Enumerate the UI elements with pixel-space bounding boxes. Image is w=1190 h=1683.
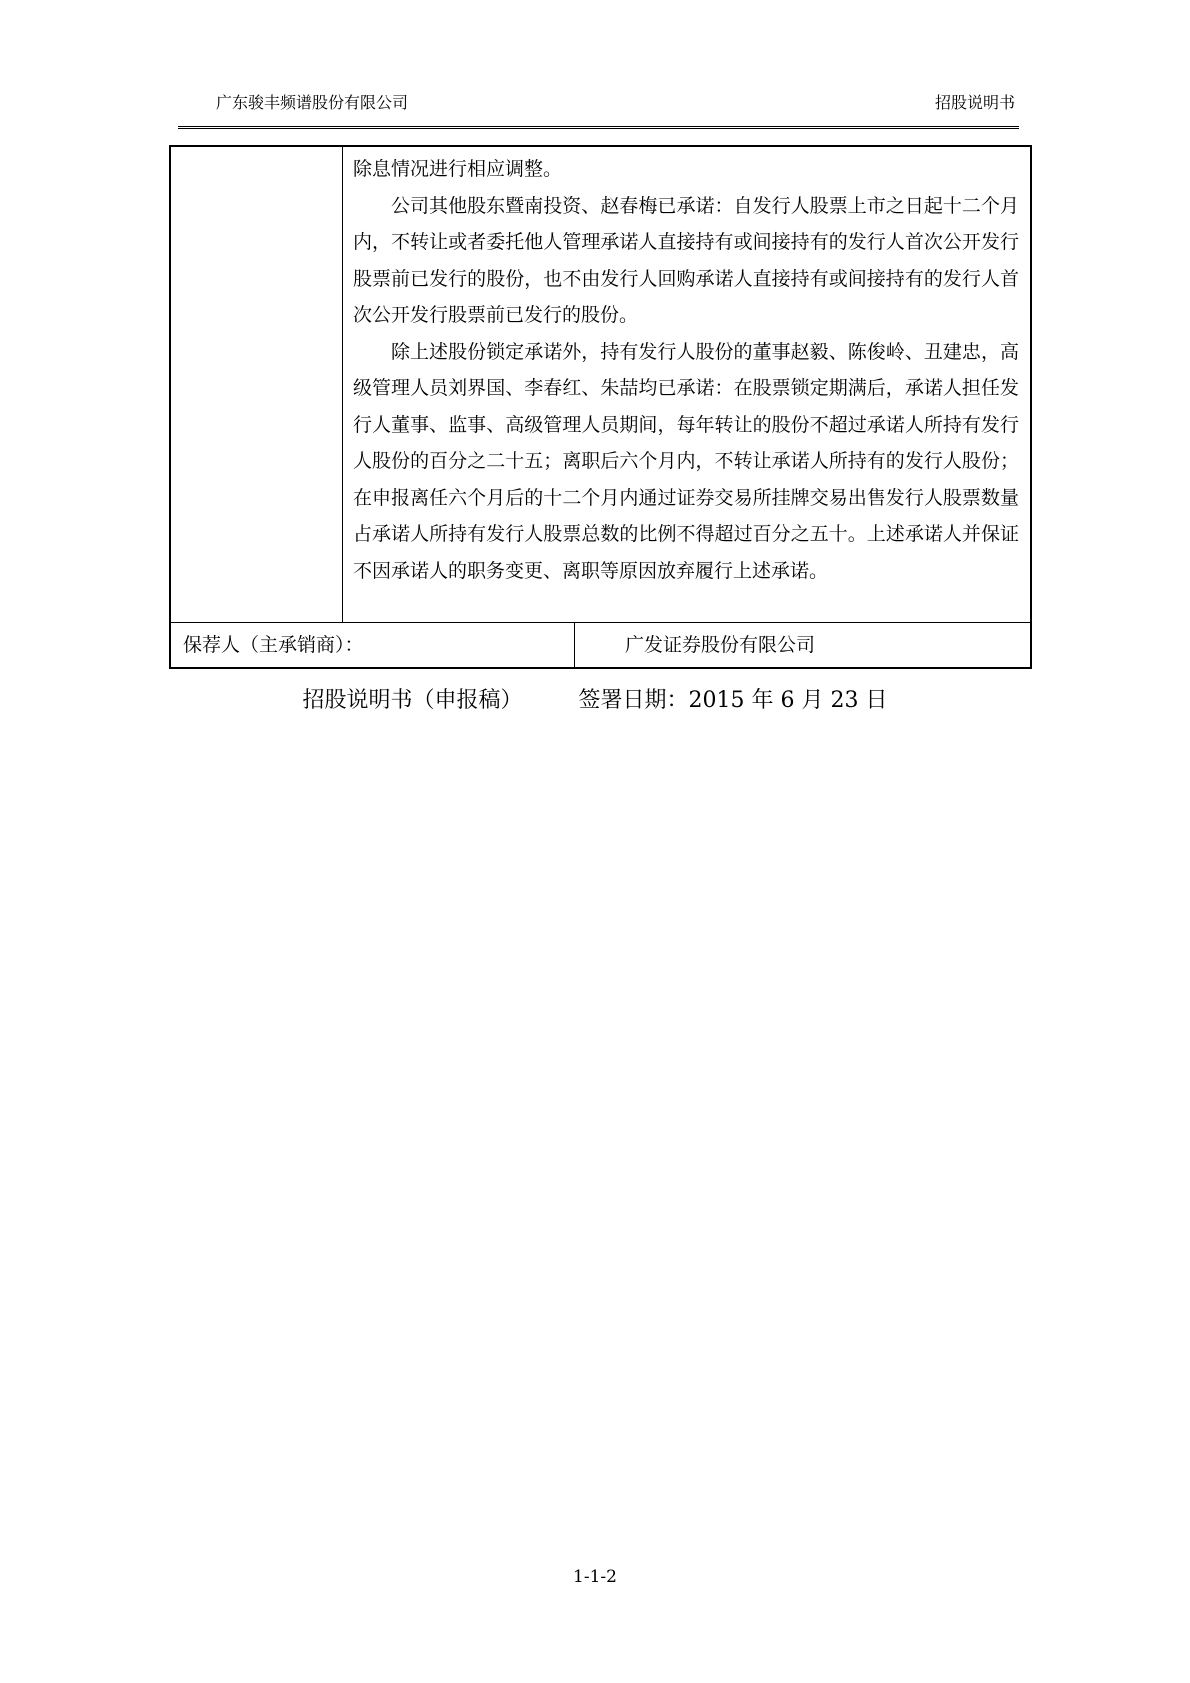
sponsor-label: 保荐人（主承销商）： <box>171 623 575 667</box>
director-commitment-paragraph: 除上述股份锁定承诺外，持有发行人股份的董事赵毅、陈俊岭、丑建忠，高级管理人员刘界国、李春红、朱喆均已承诺：在股票锁定期满后，承诺人担任发行人董事、监事、高级管理人员期间，每年转让的股份不超过承诺人所持有发行人股份的百分之二十五；离职后六个月内，不转让承诺人所持有的发行人股份；在申报离任六个月后的十二个月内通过证券交易所挂牌交易出售发行人股票数量占承诺人所持有发行人股票总数的比例不得超过百分之五十。上述承诺人并保证不因承诺人的职务变更、离职等原因放弃履行上述承诺。 <box>353 340 1019 582</box>
header-document-type: 招股说明书 <box>934 93 1015 112</box>
shareholder-commitment-paragraph: 公司其他股东暨南投资、赵春梅已承诺：自发行人股票上市之日起十二个月内，不转让或者委托他人管理承诺人直接持有或间接持有的发行人首次公开发行股票前已发行的股份，也不由发行人回购承诺人直接持有或间接持有的发行人首次公开发行股票前已发行的股份。 <box>353 194 1019 326</box>
page-number: 1-1-2 <box>573 1567 617 1587</box>
header-company-name: 广东骏丰频谱股份有限公司 <box>216 93 409 112</box>
prospectus-signing-date: 招股说明书（申报稿） 签署日期：2015 年 6 月 23 日 <box>302 688 888 713</box>
page-header <box>178 86 1019 129</box>
sponsor-row <box>171 623 1030 667</box>
commitment-label-cell <box>171 147 343 622</box>
commitment-row <box>171 147 1030 623</box>
commitment-content-cell <box>353 151 1019 589</box>
commitment-table <box>169 145 1032 669</box>
sponsor-value: 广发证券股份有限公司 <box>625 634 816 656</box>
continued-text: 除息情况进行相应调整。 <box>353 158 563 180</box>
